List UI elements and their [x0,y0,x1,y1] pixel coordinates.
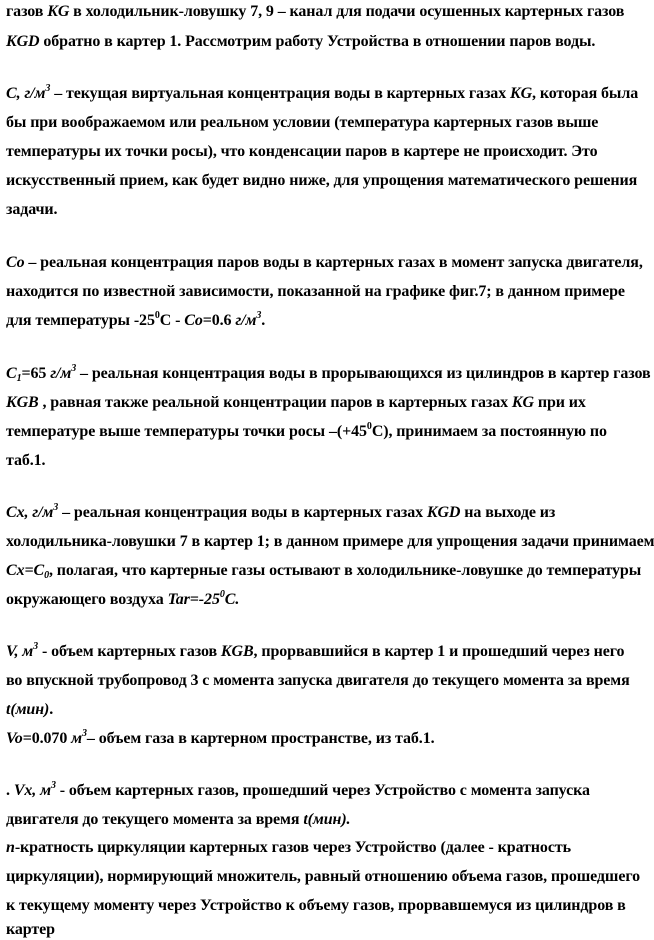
text-line [6,422,607,442]
text-segment: t(мин) [6,701,50,718]
text-segment: KG [47,3,70,20]
superscript: 0 [366,421,372,432]
text-segment: – реальная концентрация паров воды в картерных газах в момент запуска двигателя, [24,254,643,271]
text-line [6,142,597,162]
text-line [6,503,555,523]
text-line [6,561,641,581]
text-segment: KGB [220,643,254,660]
text-segment: Co [6,254,25,271]
text-line [6,590,239,610]
text-segment: при их [533,394,586,411]
text-segment: , равная также реальной концентрации паров в картерных газах [38,394,512,411]
text-segment: таб.1. [6,452,46,469]
text-segment: г/м [235,312,257,329]
text-line [6,2,624,22]
text-segment: во впускной трубопровод 3 с момента запуска двигателя до текущего момента за время [6,672,630,689]
text-segment: газов [6,3,48,20]
text-segment: =0.070 [22,730,72,747]
text-line [6,84,638,104]
text-line [6,451,45,471]
text-segment: . [6,782,14,799]
text-segment: температуры их точки росы), что конденсации паров в картере не происходит. Это [6,143,598,160]
text-segment: . [261,312,266,329]
text-segment: KGD [6,33,40,50]
text-segment: – реальная концентрация воды в прорывающихся из цилиндров в картер газов [76,365,651,382]
subscript: 1 [16,373,22,384]
text-segment: Cx=C [6,562,45,579]
text-segment: . [49,701,54,718]
text-line [6,200,57,220]
text-segment: бы при воображаемом или реальном условии (температура картерных газов выше [6,114,599,131]
text-segment: - объем картерных газов, прошедший через Устройство с момента запуска [55,782,590,799]
text-segment: – объем газа в картерном пространстве, из таб.1. [86,730,435,747]
text-segment: KG [510,85,533,102]
superscript: 3 [50,780,56,791]
text-line [6,364,651,384]
text-segment: холодильника-ловушки 7 в картер 1; в данном примере для упрощения задачи принимаем [6,533,654,550]
superscript: 3 [33,641,39,652]
text-segment: , полагая, что картерные газы остывают в холодильнике-ловушке до температуры [48,562,642,579]
text-line [6,920,55,940]
text-line [6,729,435,749]
text-segment: C [6,365,17,382]
text-segment: циркуляции), нормирующий множитель, равный отношению объема газов, прошедшего [6,868,640,885]
text-segment: на выходе из [460,504,556,521]
text-segment: находится по известной зависимости, показанной на графике фиг.7; в данном примере [6,283,625,300]
text-segment: г/м [32,504,54,521]
text-segment: =65 [21,365,51,382]
text-line [6,781,590,801]
text-line [6,113,598,133]
text-segment: t(мин). [303,811,351,828]
text-line [6,532,654,552]
text-segment: Cx, [6,504,33,521]
text-segment: KGD [426,504,461,521]
text-segment: - объем картерных газов [38,643,221,660]
text-segment: V, м [6,643,34,660]
text-segment: г/м [50,365,72,382]
text-segment: м [71,730,82,747]
text-line [6,171,637,191]
text-line [6,253,643,273]
text-segment: к текущему моменту через Устройство к объему газов, прорвавшемуся из цилиндров в [6,897,626,914]
text-segment: задачи. [6,201,58,218]
text-segment: n [6,839,15,856]
text-line [6,838,571,858]
text-segment: Vx, м [13,782,51,799]
text-line [6,642,624,662]
subscript: 0 [44,570,49,581]
text-line [6,393,586,413]
text-segment: Vo [6,730,23,747]
text-segment: для температуры -25 [6,312,155,329]
text-segment: С. [224,591,240,608]
text-segment: С - [159,312,185,329]
text-line [6,896,626,916]
superscript: 0 [219,589,225,600]
text-segment: =0.6 [202,312,236,329]
text-segment: двигателя до текущего момента за время [6,811,304,828]
text-segment: – текущая виртуальная концентрация воды в картерных газах [50,85,510,102]
text-segment: искусственный прием, как будет видно ниже, для упрощения математического решения [6,172,638,189]
superscript: 3 [71,363,77,374]
superscript: 3 [45,83,51,94]
text-line [6,700,53,720]
superscript: 3 [53,502,59,513]
text-segment: в холодильник-ловушку 7, 9 – канал для подачи осушенных картерных газов [69,3,625,20]
text-line [6,311,265,331]
text-segment: , которая была [532,85,639,102]
text-segment: температуре выше температуры точки росы –(+45 [6,423,367,440]
text-segment: , прорвавшийся в картер 1 и прошедший через него [253,643,625,660]
text-segment: -кратность циркуляции картерных газов через Устройство (далее - кратность [14,839,571,856]
text-segment: KG [511,394,534,411]
superscript: 3 [256,310,262,321]
text-segment: Tar=-25 [167,591,220,608]
text-segment: Co [184,312,203,329]
text-line [6,810,350,830]
text-segment: C, г/м [6,85,46,102]
text-segment: картер [6,921,55,938]
text-segment: С), принимаем за постоянную по [371,423,607,440]
text-segment: KGB [6,394,39,411]
text-line [6,671,630,691]
text-line [6,282,625,302]
text-line [6,867,640,887]
text-segment: обратно в картер 1. Рассмотрим работу Устройства в отношении паров воды. [39,33,596,50]
text-segment: окружающего воздуха [6,591,168,608]
superscript: 0 [154,310,160,321]
superscript: 3 [82,728,87,739]
text-line [6,32,595,52]
text-segment: – реальная концентрация воды в картерных газах [58,504,427,521]
